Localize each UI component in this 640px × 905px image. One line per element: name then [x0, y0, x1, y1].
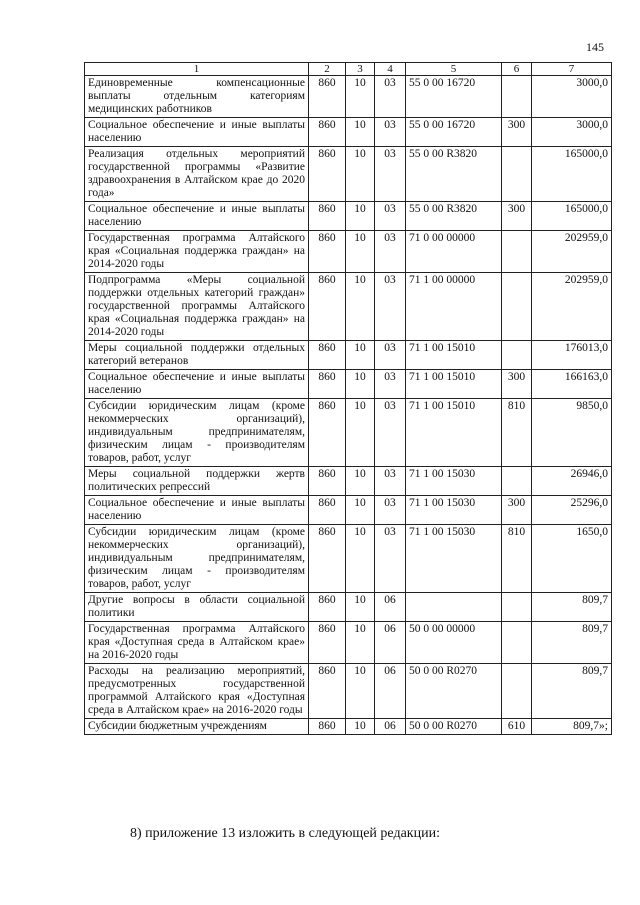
cell-admin-code: 860 — [309, 202, 346, 231]
cell-amount: 3000,0 — [532, 118, 612, 147]
cell-subsection: 03 — [375, 273, 406, 341]
table-row — [85, 399, 612, 467]
cell-section: 10 — [346, 118, 375, 147]
cell-section: 10 — [346, 231, 375, 273]
cell-target-article: 55 0 00 R3820 — [406, 202, 502, 231]
cell-subsection: 03 — [375, 370, 406, 399]
cell-subsection: 03 — [375, 525, 406, 593]
cell-description: Государственная программа Алтайского края «Социальная поддержка граждан» на 2014-2020 годы — [85, 231, 309, 273]
header-cell: 6 — [502, 63, 532, 76]
header-cell: 4 — [375, 63, 406, 76]
cell-section: 10 — [346, 273, 375, 341]
cell-subsection: 03 — [375, 231, 406, 273]
cell-description: Подпрограмма «Меры социальной поддержки отдельных категорий граждан» государственной программы Алтайского края «Социальная поддержка граждан» на 2014-2020 годы — [85, 273, 309, 341]
cell-subsection: 06 — [375, 664, 406, 719]
cell-amount: 165000,0 — [532, 147, 612, 202]
cell-expense-type — [502, 231, 532, 273]
cell-description: Субсидии юридическим лицам (кроме некоммерческих организаций), индивидуальным предпринимателям, физическим лицам - производителям товаров, работ, услуг — [85, 525, 309, 593]
table-row — [85, 147, 612, 202]
cell-expense-type: 810 — [502, 525, 532, 593]
cell-admin-code: 860 — [309, 231, 346, 273]
cell-description: Социальное обеспечение и иные выплаты населению — [85, 118, 309, 147]
cell-subsection: 06 — [375, 622, 406, 664]
cell-amount: 165000,0 — [532, 202, 612, 231]
cell-target-article: 71 1 00 15030 — [406, 496, 502, 525]
cell-subsection: 03 — [375, 202, 406, 231]
cell-subsection: 06 — [375, 719, 406, 735]
table-row — [85, 719, 612, 735]
cell-target-article: 71 1 00 15030 — [406, 467, 502, 496]
cell-description: Субсидии бюджетным учреждениям — [85, 719, 309, 735]
cell-subsection: 03 — [375, 341, 406, 370]
cell-amount: 26946,0 — [532, 467, 612, 496]
cell-section: 10 — [346, 467, 375, 496]
cell-admin-code: 860 — [309, 664, 346, 719]
cell-amount: 809,7»; — [532, 719, 612, 735]
cell-admin-code: 860 — [309, 118, 346, 147]
cell-subsection: 03 — [375, 76, 406, 118]
cell-amount: 202959,0 — [532, 273, 612, 341]
table-row — [85, 76, 612, 118]
cell-description: Единовременные компенсационные выплаты отдельным категориям медицинских работников — [85, 76, 309, 118]
cell-expense-type: 810 — [502, 399, 532, 467]
cell-admin-code: 860 — [309, 496, 346, 525]
cell-target-article: 50 0 00 00000 — [406, 622, 502, 664]
cell-amount: 176013,0 — [532, 341, 612, 370]
cell-admin-code: 860 — [309, 399, 346, 467]
cell-expense-type — [502, 341, 532, 370]
cell-expense-type: 610 — [502, 719, 532, 735]
table-row — [85, 202, 612, 231]
cell-target-article: 71 1 00 15010 — [406, 370, 502, 399]
cell-admin-code: 860 — [309, 147, 346, 202]
cell-expense-type — [502, 273, 532, 341]
table-row — [85, 593, 612, 622]
cell-section: 10 — [346, 593, 375, 622]
table-row — [85, 467, 612, 496]
cell-admin-code: 860 — [309, 273, 346, 341]
cell-subsection: 03 — [375, 147, 406, 202]
cell-expense-type: 300 — [502, 496, 532, 525]
cell-target-article: 71 1 00 15010 — [406, 399, 502, 467]
header-cell: 3 — [346, 63, 375, 76]
cell-target-article: 71 0 00 00000 — [406, 231, 502, 273]
cell-amount: 25296,0 — [532, 496, 612, 525]
table-row — [85, 496, 612, 525]
cell-amount: 9850,0 — [532, 399, 612, 467]
cell-admin-code: 860 — [309, 370, 346, 399]
cell-target-article: 71 1 00 00000 — [406, 273, 502, 341]
cell-section: 10 — [346, 147, 375, 202]
cell-target-article — [406, 593, 502, 622]
cell-target-article: 71 1 00 15010 — [406, 341, 502, 370]
cell-expense-type — [502, 76, 532, 118]
cell-subsection: 03 — [375, 118, 406, 147]
table-row — [85, 118, 612, 147]
table-header-row — [85, 63, 612, 76]
cell-subsection: 03 — [375, 399, 406, 467]
cell-expense-type — [502, 664, 532, 719]
cell-admin-code: 860 — [309, 719, 346, 735]
cell-section: 10 — [346, 622, 375, 664]
header-cell: 2 — [309, 63, 346, 76]
cell-section: 10 — [346, 525, 375, 593]
cell-expense-type: 300 — [502, 202, 532, 231]
table-row — [85, 664, 612, 719]
cell-admin-code: 860 — [309, 467, 346, 496]
cell-section: 10 — [346, 399, 375, 467]
cell-description: Реализация отдельных мероприятий государственной программы «Развитие здравоохранения в Алтайском крае до 2020 года» — [85, 147, 309, 202]
cell-subsection: 03 — [375, 496, 406, 525]
cell-target-article: 50 0 00 R0270 — [406, 664, 502, 719]
cell-expense-type: 300 — [502, 118, 532, 147]
header-cell: 5 — [406, 63, 502, 76]
cell-expense-type: 300 — [502, 370, 532, 399]
cell-section: 10 — [346, 719, 375, 735]
cell-amount: 809,7 — [532, 622, 612, 664]
table-row — [85, 341, 612, 370]
budget-table — [84, 62, 612, 735]
cell-description: Государственная программа Алтайского края «Доступная среда в Алтайском крае» на 2016-2020 годы — [85, 622, 309, 664]
cell-description: Субсидии юридическим лицам (кроме некоммерческих организаций), индивидуальным предпринимателям, физическим лицам - производителям товаров, работ, услуг — [85, 399, 309, 467]
cell-amount: 3000,0 — [532, 76, 612, 118]
cell-section: 10 — [346, 202, 375, 231]
page-number: 145 — [586, 40, 604, 54]
cell-admin-code: 860 — [309, 341, 346, 370]
table-row — [85, 525, 612, 593]
cell-section: 10 — [346, 341, 375, 370]
cell-description: Расходы на реализацию мероприятий, предусмотренных государственной программой Алтайского края «Доступная среда в Алтайском крае» на 2016-2020 годы — [85, 664, 309, 719]
cell-amount: 1650,0 — [532, 525, 612, 593]
cell-admin-code: 860 — [309, 622, 346, 664]
cell-expense-type — [502, 622, 532, 664]
header-cell: 7 — [532, 63, 612, 76]
cell-target-article: 55 0 00 R3820 — [406, 147, 502, 202]
cell-expense-type — [502, 467, 532, 496]
cell-target-article: 50 0 00 R0270 — [406, 719, 502, 735]
cell-admin-code: 860 — [309, 76, 346, 118]
cell-amount: 809,7 — [532, 664, 612, 719]
cell-target-article: 55 0 00 16720 — [406, 76, 502, 118]
cell-description: Социальное обеспечение и иные выплаты населению — [85, 202, 309, 231]
cell-subsection: 03 — [375, 467, 406, 496]
cell-amount: 809,7 — [532, 593, 612, 622]
cell-description: Социальное обеспечение и иные выплаты населению — [85, 496, 309, 525]
cell-section: 10 — [346, 664, 375, 719]
footer-instruction: 8) приложение 13 изложить в следующей редакции: — [130, 826, 440, 841]
table-row — [85, 370, 612, 399]
cell-target-article: 55 0 00 16720 — [406, 118, 502, 147]
cell-admin-code: 860 — [309, 593, 346, 622]
cell-description: Другие вопросы в области социальной политики — [85, 593, 309, 622]
cell-amount: 166163,0 — [532, 370, 612, 399]
table-row — [85, 231, 612, 273]
cell-description: Социальное обеспечение и иные выплаты населению — [85, 370, 309, 399]
cell-admin-code: 860 — [309, 525, 346, 593]
header-cell: 1 — [85, 63, 309, 76]
table-row — [85, 622, 612, 664]
cell-expense-type — [502, 147, 532, 202]
cell-description: Меры социальной поддержки жертв политических репрессий — [85, 467, 309, 496]
cell-section: 10 — [346, 76, 375, 118]
table-row — [85, 273, 612, 341]
cell-section: 10 — [346, 370, 375, 399]
cell-amount: 202959,0 — [532, 231, 612, 273]
cell-target-article: 71 1 00 15030 — [406, 525, 502, 593]
cell-description: Меры социальной поддержки отдельных категорий ветеранов — [85, 341, 309, 370]
cell-section: 10 — [346, 496, 375, 525]
cell-subsection: 06 — [375, 593, 406, 622]
cell-expense-type — [502, 593, 532, 622]
